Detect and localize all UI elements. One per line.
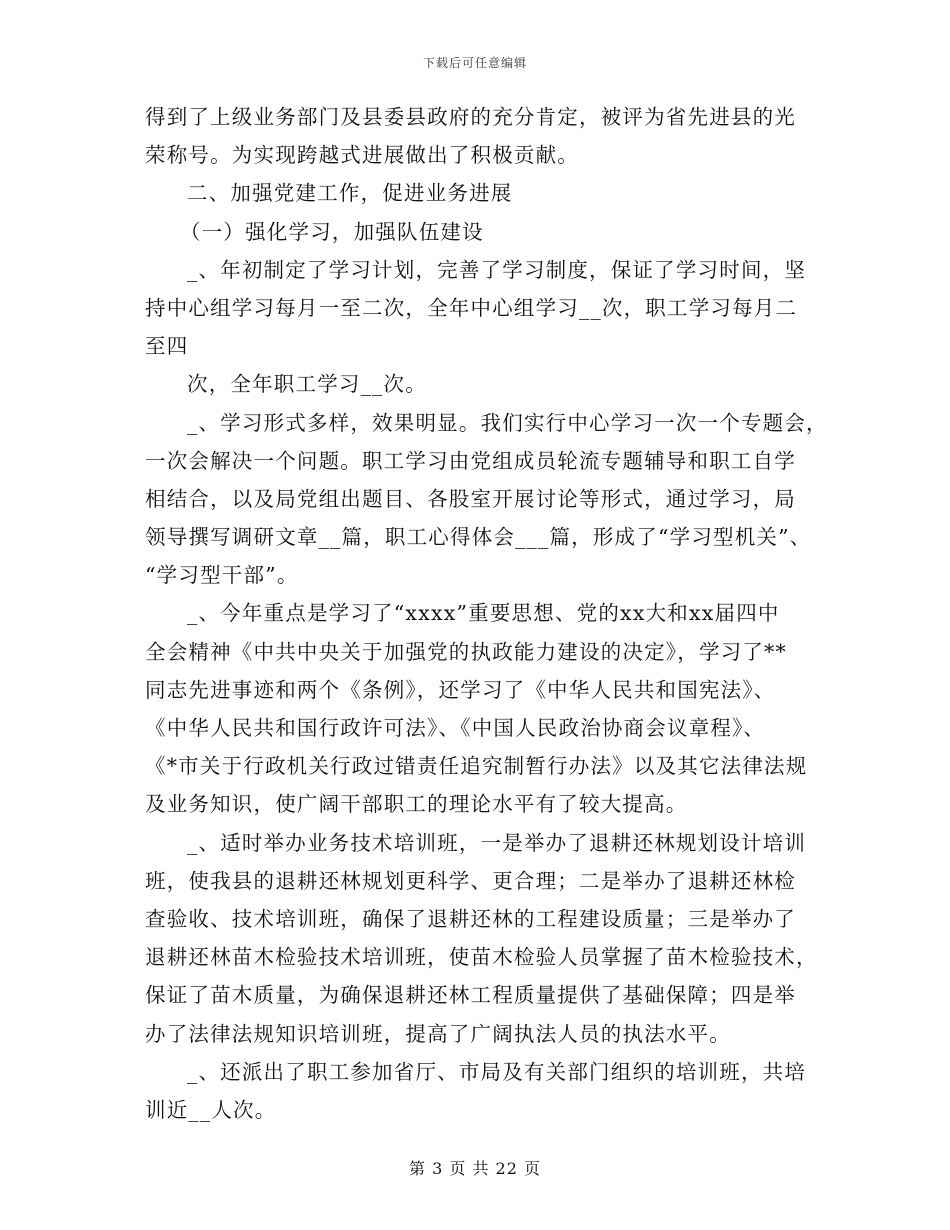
body-text-line: 《中华人民共和国行政许可法》、《中国人民政治协商会议章程》、	[145, 716, 766, 740]
body-text-line: 领导撰写调研文章__篇，职工心得体会___篇，形成了“学习型机关”、	[145, 525, 812, 550]
body-text-line: 持中心组学习每月一至二次，全年中心组学习__次，职工学习每月二	[145, 295, 798, 320]
body-text-line: 保证了苗木质量，为确保退耕还林工程质量提供了基础保障；四是举	[145, 983, 796, 1008]
body-text-line: 相结合，以及局党组出题目、各股室开展讨论等形式，通过学习，局	[145, 486, 796, 511]
body-text-line: 《*市关于行政机关行政过错责任追究制暂行办法》以及其它法律法规	[145, 754, 808, 779]
body-text-line: 退耕还林苗木检验技术培训班，使苗木检验人员掌握了苗木检验技术，	[145, 945, 818, 970]
body-text-line: （一）强化学习，加强队伍建设	[180, 219, 484, 244]
body-text-line: 训近__人次。	[145, 1097, 277, 1122]
body-text-line: 同志先进事迹和两个《条例》，还学习了《中华人民共和国宪法》、	[145, 677, 776, 702]
body-text-line: 查验收、技术培训班，确保了退耕还林的工程建设质量；三是举办了	[145, 906, 796, 931]
body-text-line: 次，全年职工学习__次。	[187, 372, 427, 397]
document-body	[145, 98, 835, 1129]
body-text-line: “学习型干部”。	[145, 563, 299, 588]
body-text-line: 荣称号。为实现跨越式进展做出了积极贡献。	[145, 143, 579, 168]
body-text-line: _、还派出了职工参加省厅、市局及有关部门组织的培训班，共培	[187, 1059, 807, 1084]
body-text-line: _、适时举办业务技术培训班，一是举办了退耕还林规划设计培训	[187, 830, 807, 855]
body-text-line: 二、加强党建工作，促进业务进展	[187, 181, 513, 206]
body-text-line: 得到了上级业务部门及县委县政府的充分肯定，被评为省先进县的光	[145, 105, 796, 129]
body-text-line: _、学习形式多样，效果明显。我们实行中心学习一次一个专题会，	[187, 410, 828, 435]
body-text-line: 至四	[145, 334, 189, 359]
body-text-line: 班，使我县的退耕还林规划更科学、更合理；二是举办了退耕还林检	[145, 868, 796, 893]
page-footer: 第 3 页 共 22 页	[409, 1159, 541, 1178]
page-header: 下载后可任意编辑	[422, 56, 527, 70]
body-text-line: 及业务知识，使广阔干部职工的理论水平有了较大提高。	[145, 792, 688, 817]
body-text-line: 办了法律法规知识培训班，提高了广阔执法人员的执法水平。	[145, 1021, 731, 1046]
body-text-line: 全会精神《中共中央关于加强党的执政能力建设的决定》，学习了**	[145, 639, 787, 664]
body-text-line: _、年初制定了学习计划，完善了学习制度，保证了学习时间，坚	[187, 257, 807, 282]
body-text-line: _、今年重点是学习了“xxxx”重要思想、党的xx大和xx届四中	[187, 601, 780, 626]
body-text-line: 一次会解决一个问题。职工学习由党组成员轮流专题辅导和职工自学	[145, 448, 796, 473]
